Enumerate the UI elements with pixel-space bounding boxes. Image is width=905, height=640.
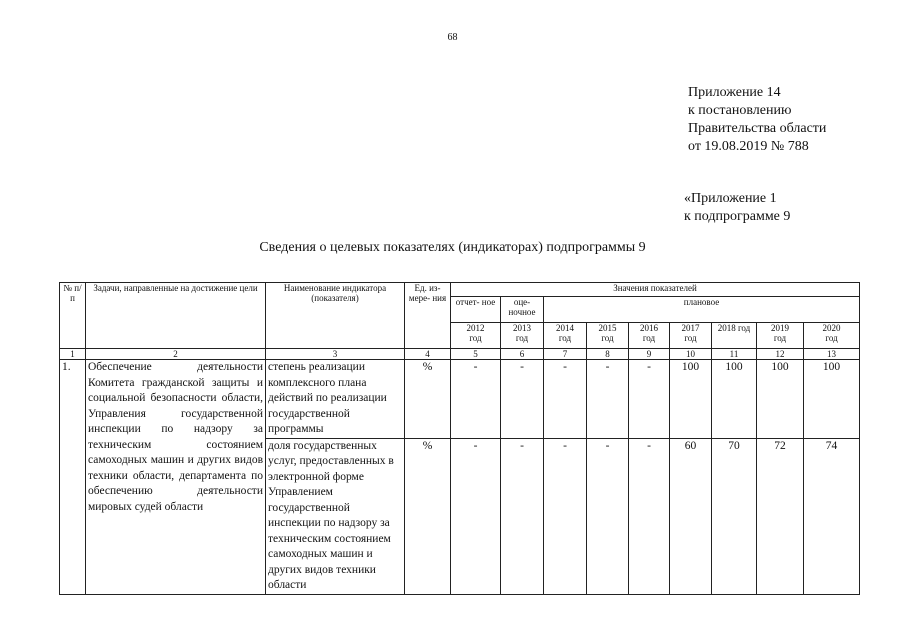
column-number: 9 xyxy=(629,349,670,360)
column-number: 4 xyxy=(405,349,451,360)
column-number: 3 xyxy=(266,349,405,360)
column-number: 11 xyxy=(712,349,757,360)
appendix-line: к постановлению xyxy=(688,103,792,118)
column-number: 13 xyxy=(804,349,860,360)
indicators-table xyxy=(59,282,860,595)
appendix-line: от 19.08.2019 № 788 xyxy=(688,139,809,154)
appendix-sub-line: «Приложение 1 xyxy=(684,191,777,206)
header-values: Значения показателей xyxy=(451,283,860,297)
header-year: 2017 год xyxy=(670,323,712,349)
column-number: 8 xyxy=(587,349,629,360)
value-cell: 100 xyxy=(670,360,712,439)
value-cell: 72 xyxy=(757,438,804,594)
column-number-row xyxy=(60,349,860,360)
header-year: 2018 год xyxy=(712,323,757,349)
value-cell: 60 xyxy=(670,438,712,594)
header-unit: Ед. из- мере- ния xyxy=(405,283,451,349)
column-number: 12 xyxy=(757,349,804,360)
header-task: Задачи, направленные на достижение цели xyxy=(86,283,266,349)
value-cell: - xyxy=(629,438,670,594)
column-number: 7 xyxy=(544,349,587,360)
task-cell: Обеспечение деятельности Комитета гражданской защиты и социальной безопасности области, Управления государственной инспекции по надзору за техническим состоянием самоходных машин и других видов техники области, департамента по обеспечению деятельности мировых судей области xyxy=(86,360,266,595)
value-cell: 100 xyxy=(757,360,804,439)
value-cell: - xyxy=(544,438,587,594)
value-cell: - xyxy=(587,360,629,439)
column-number: 1 xyxy=(60,349,86,360)
column-number: 2 xyxy=(86,349,266,360)
header-estimated: оце- ночное xyxy=(501,297,544,323)
unit-cell: % xyxy=(405,438,451,594)
column-number: 10 xyxy=(670,349,712,360)
header-year: 2016 год xyxy=(629,323,670,349)
appendix-sub-line: к подпрограмме 9 xyxy=(684,209,791,224)
header-planned: плановое xyxy=(544,297,860,323)
appendix-line: Приложение 14 xyxy=(688,85,781,100)
header-reported: отчет- ное xyxy=(451,297,501,323)
value-cell: - xyxy=(587,438,629,594)
column-number: 5 xyxy=(451,349,501,360)
unit-cell: % xyxy=(405,360,451,439)
appendix-line: Правительства области xyxy=(688,121,827,136)
value-cell: 100 xyxy=(804,360,860,439)
header-num: № п/п xyxy=(60,283,86,349)
value-cell: - xyxy=(451,438,501,594)
value-cell: - xyxy=(544,360,587,439)
header-year: 2014 год xyxy=(544,323,587,349)
page-number: 68 xyxy=(447,32,458,43)
header-indicator: Наименование индикатора (показателя) xyxy=(266,283,405,349)
indicator-name: доля государственных услуг, предоставленных в электронной форме Управлением государственной инспекции по надзору за техническим состоянием самоходных машин и других видов техники области xyxy=(266,438,405,594)
value-cell: 74 xyxy=(804,438,860,594)
document-title: Сведения о целевых показателях (индикаторах) подпрограммы 9 xyxy=(259,240,646,255)
indicator-name: степень реализации комплексного плана действий по реализации государственной программы xyxy=(266,360,405,439)
appendix-block xyxy=(688,84,826,156)
value-cell: - xyxy=(629,360,670,439)
value-cell: - xyxy=(451,360,501,439)
appendix-sub-block xyxy=(684,190,790,226)
header-year: 2012 год xyxy=(451,323,501,349)
value-cell: 100 xyxy=(712,360,757,439)
header-year: 2019 год xyxy=(757,323,804,349)
header-year: 2020 год xyxy=(804,323,860,349)
header-year: 2013 год xyxy=(501,323,544,349)
row-number: 1. xyxy=(60,360,86,595)
value-cell: 70 xyxy=(712,438,757,594)
table-row xyxy=(60,360,860,439)
value-cell: - xyxy=(501,360,544,439)
header-year: 2015 год xyxy=(587,323,629,349)
value-cell: - xyxy=(501,438,544,594)
column-number: 6 xyxy=(501,349,544,360)
